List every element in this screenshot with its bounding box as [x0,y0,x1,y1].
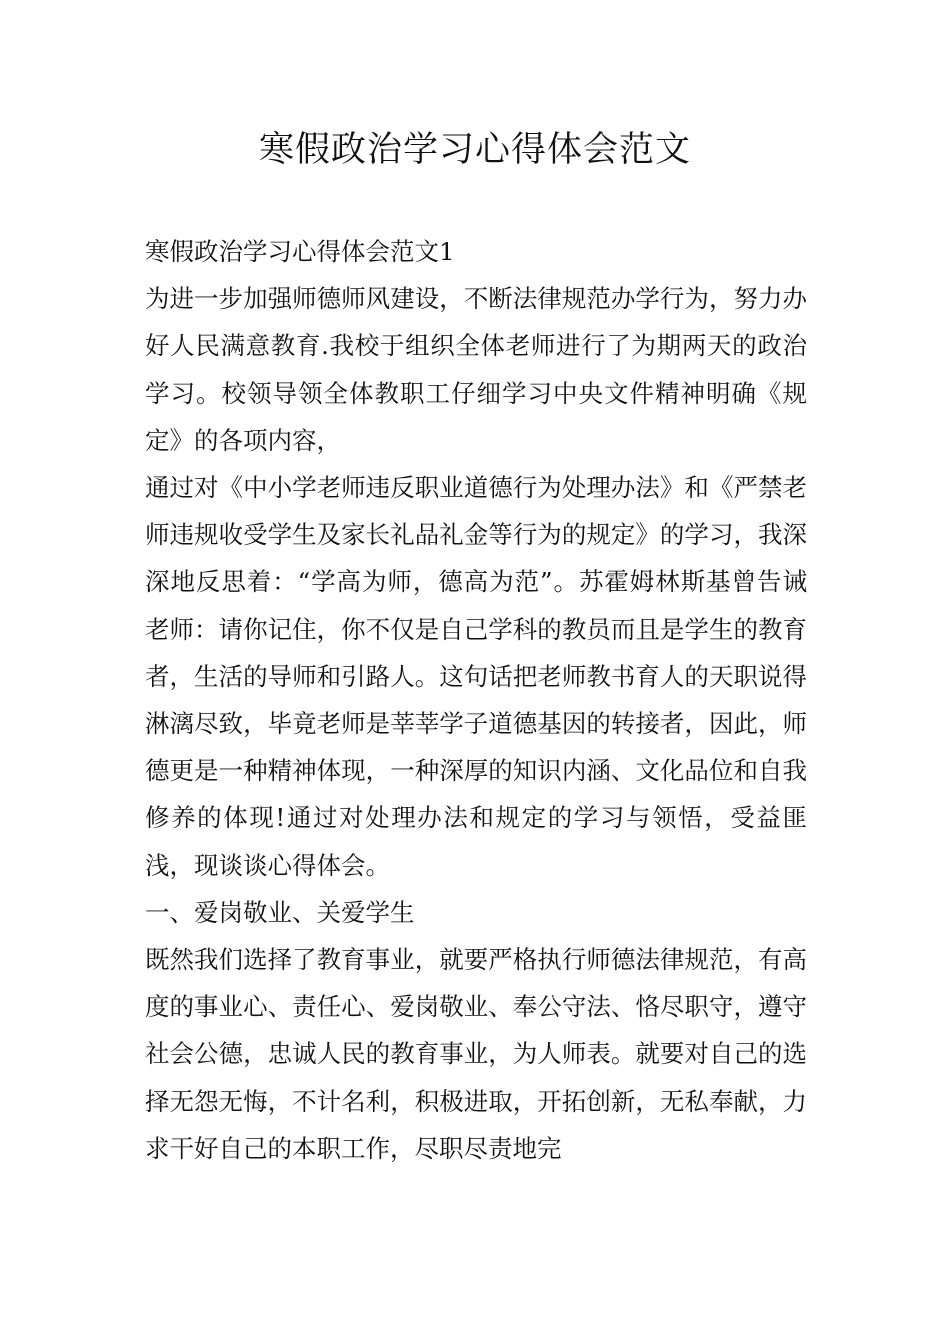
paragraph: 为进一步加强师德师风建设，不断法律规范办学行为，努力办好人民满意教育.我校于组织全体老师进行了为期两天的政治学习。校领导领全体教职工仔细学习中央文件精神明确《规定》的各项内容， [145,284,807,455]
document-body [145,228,807,1172]
section-subheading: 一、爱岗敬业、关爱学生 [145,897,415,927]
section-heading: 寒假政治学习心得体会范文1 [145,237,455,266]
document-title: 寒假政治学习心得体会范文 [258,130,691,170]
paragraph: 既然我们选择了教育事业，就要严格执行师德法律规范，有高度的事业心、责任心、爱岗敬业、奉公守法、恪尽职守，遵守社会公德，忠诚人民的教育事业，为人师表。就要对自己的选择无怨无悔，不计名利，积极进取，开拓创新，无私奉献，力求干好自己的本职工作，尽职尽责地完 [145,945,807,1163]
paragraph: 通过对《中小学老师违反职业道德行为处理办法》和《严禁老师违规收受学生及家长礼品礼金等行为的规定》的学习，我深深地反思着：“学高为师，德高为范”。苏霍姆林斯基曾告诫老师：请你记住，你不仅是自己学科的教员而且是学生的教育者，生活的导师和引路人。这句话把老师教书育人的天职说得淋漓尽致，毕竟老师是莘莘学子道德基因的转接者，因此，师德更是一种精神体现，一种深厚的知识内涵、文化品位和自我修养的体现!通过对处理办法和规定的学习与领悟，受益匪浅，现谈谈心得体会。 [145,473,807,880]
